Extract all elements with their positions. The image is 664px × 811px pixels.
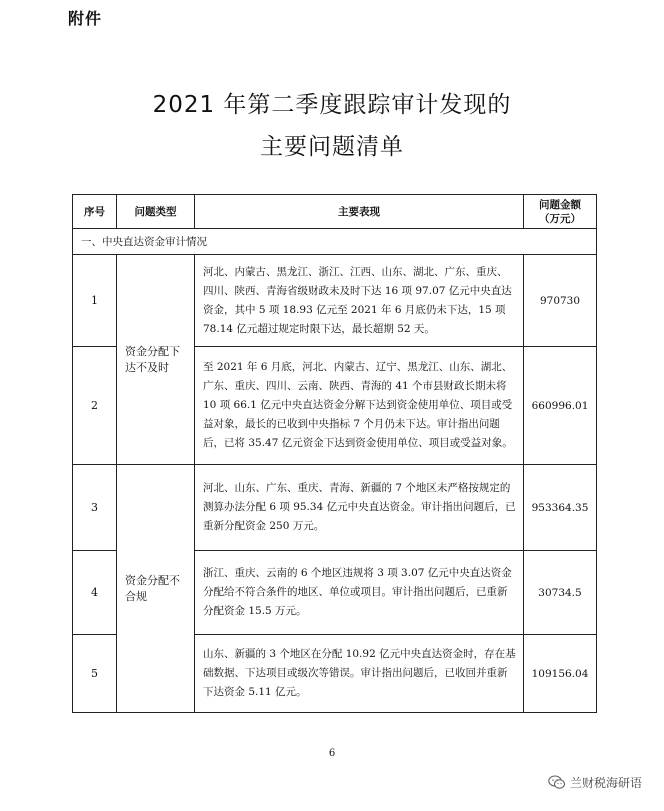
row-description: 河北、内蒙古、黑龙江、浙江、江西、山东、湖北、广东、重庆、四川、陕西、青海省级财政未及时下达 16 项 97.07 亿元中央直达资金，其中 5 项 18.93 亿元至 2021 年 6 月底仍未下达，15 项 78.14 亿元超过规定时限下达，最长超期 52 天。: [195, 255, 524, 347]
column-header-amount: [524, 195, 597, 229]
column-header-no: 序号: [73, 195, 117, 229]
section-title: 一、中央直达资金审计情况: [73, 229, 597, 255]
table-header-row: [73, 195, 597, 229]
table-row: [73, 465, 597, 551]
row-amount: 970730: [524, 255, 597, 347]
row-description: 河北、山东、广东、重庆、青海、新疆的 7 个地区未严格按规定的测算办法分配 6 项 95.34 亿元中央直达资金。审计指出问题后，已重新分配资金 250 万元。: [195, 465, 524, 551]
row-amount: 953364.35: [524, 465, 597, 551]
row-number: 5: [73, 635, 117, 713]
row-amount: 109156.04: [524, 635, 597, 713]
watermark: [548, 774, 642, 791]
column-header-type: 问题类型: [117, 195, 195, 229]
problem-table: [72, 194, 597, 713]
document-title-line1: 2021 年第二季度跟踪审计发现的: [152, 92, 512, 118]
problem-type-cell: 资金分配下达不及时: [117, 255, 195, 465]
page-number: 6: [328, 748, 336, 759]
row-description: 浙江、重庆、云南的 6 个地区违规将 3 项 3.07 亿元中央直达资金分配给不符合条件的地区、单位或项目。审计指出问题后，已重新分配资金 15.5 万元。: [195, 551, 524, 635]
column-header-desc: 主要表现: [195, 195, 524, 229]
row-description: 山东、新疆的 3 个地区在分配 10.92 亿元中央直达资金时，存在基础数据、下达项目或级次等错误。审计指出问题后，已收回并重新下达资金 5.11 亿元。: [195, 635, 524, 713]
attachment-label: 附件: [68, 9, 103, 28]
section-row: [73, 229, 597, 255]
problem-type-cell: 资金分配不合规: [117, 465, 195, 713]
wechat-icon: [548, 775, 566, 790]
amount-header-line2: （万元）: [539, 212, 581, 225]
row-number: 2: [73, 347, 117, 465]
row-number: 1: [73, 255, 117, 347]
row-amount: 660996.01: [524, 347, 597, 465]
row-number: 4: [73, 551, 117, 635]
row-description: 至 2021 年 6 月底，河北、内蒙古、辽宁、黑龙江、山东、湖北、广东、重庆、四川、云南、陕西、青海的 41 个市县财政长期未将 10 项 66.1 亿元中央直达资金分解下达到资金使用单位、项目或受益对象，最长的已收到中央指标 7 个月仍未下达。审计指出问题后，已将 35.47 亿元资金下达到资金使用单位、项目或受益对象。: [195, 347, 524, 465]
amount-header-line1: 问题金额: [539, 198, 581, 211]
row-number: 3: [73, 465, 117, 551]
table-row: [73, 255, 597, 347]
row-amount: 30734.5: [524, 551, 597, 635]
watermark-text: 兰财税海研语: [569, 776, 642, 790]
document-title-line2: 主要问题清单: [260, 134, 404, 160]
